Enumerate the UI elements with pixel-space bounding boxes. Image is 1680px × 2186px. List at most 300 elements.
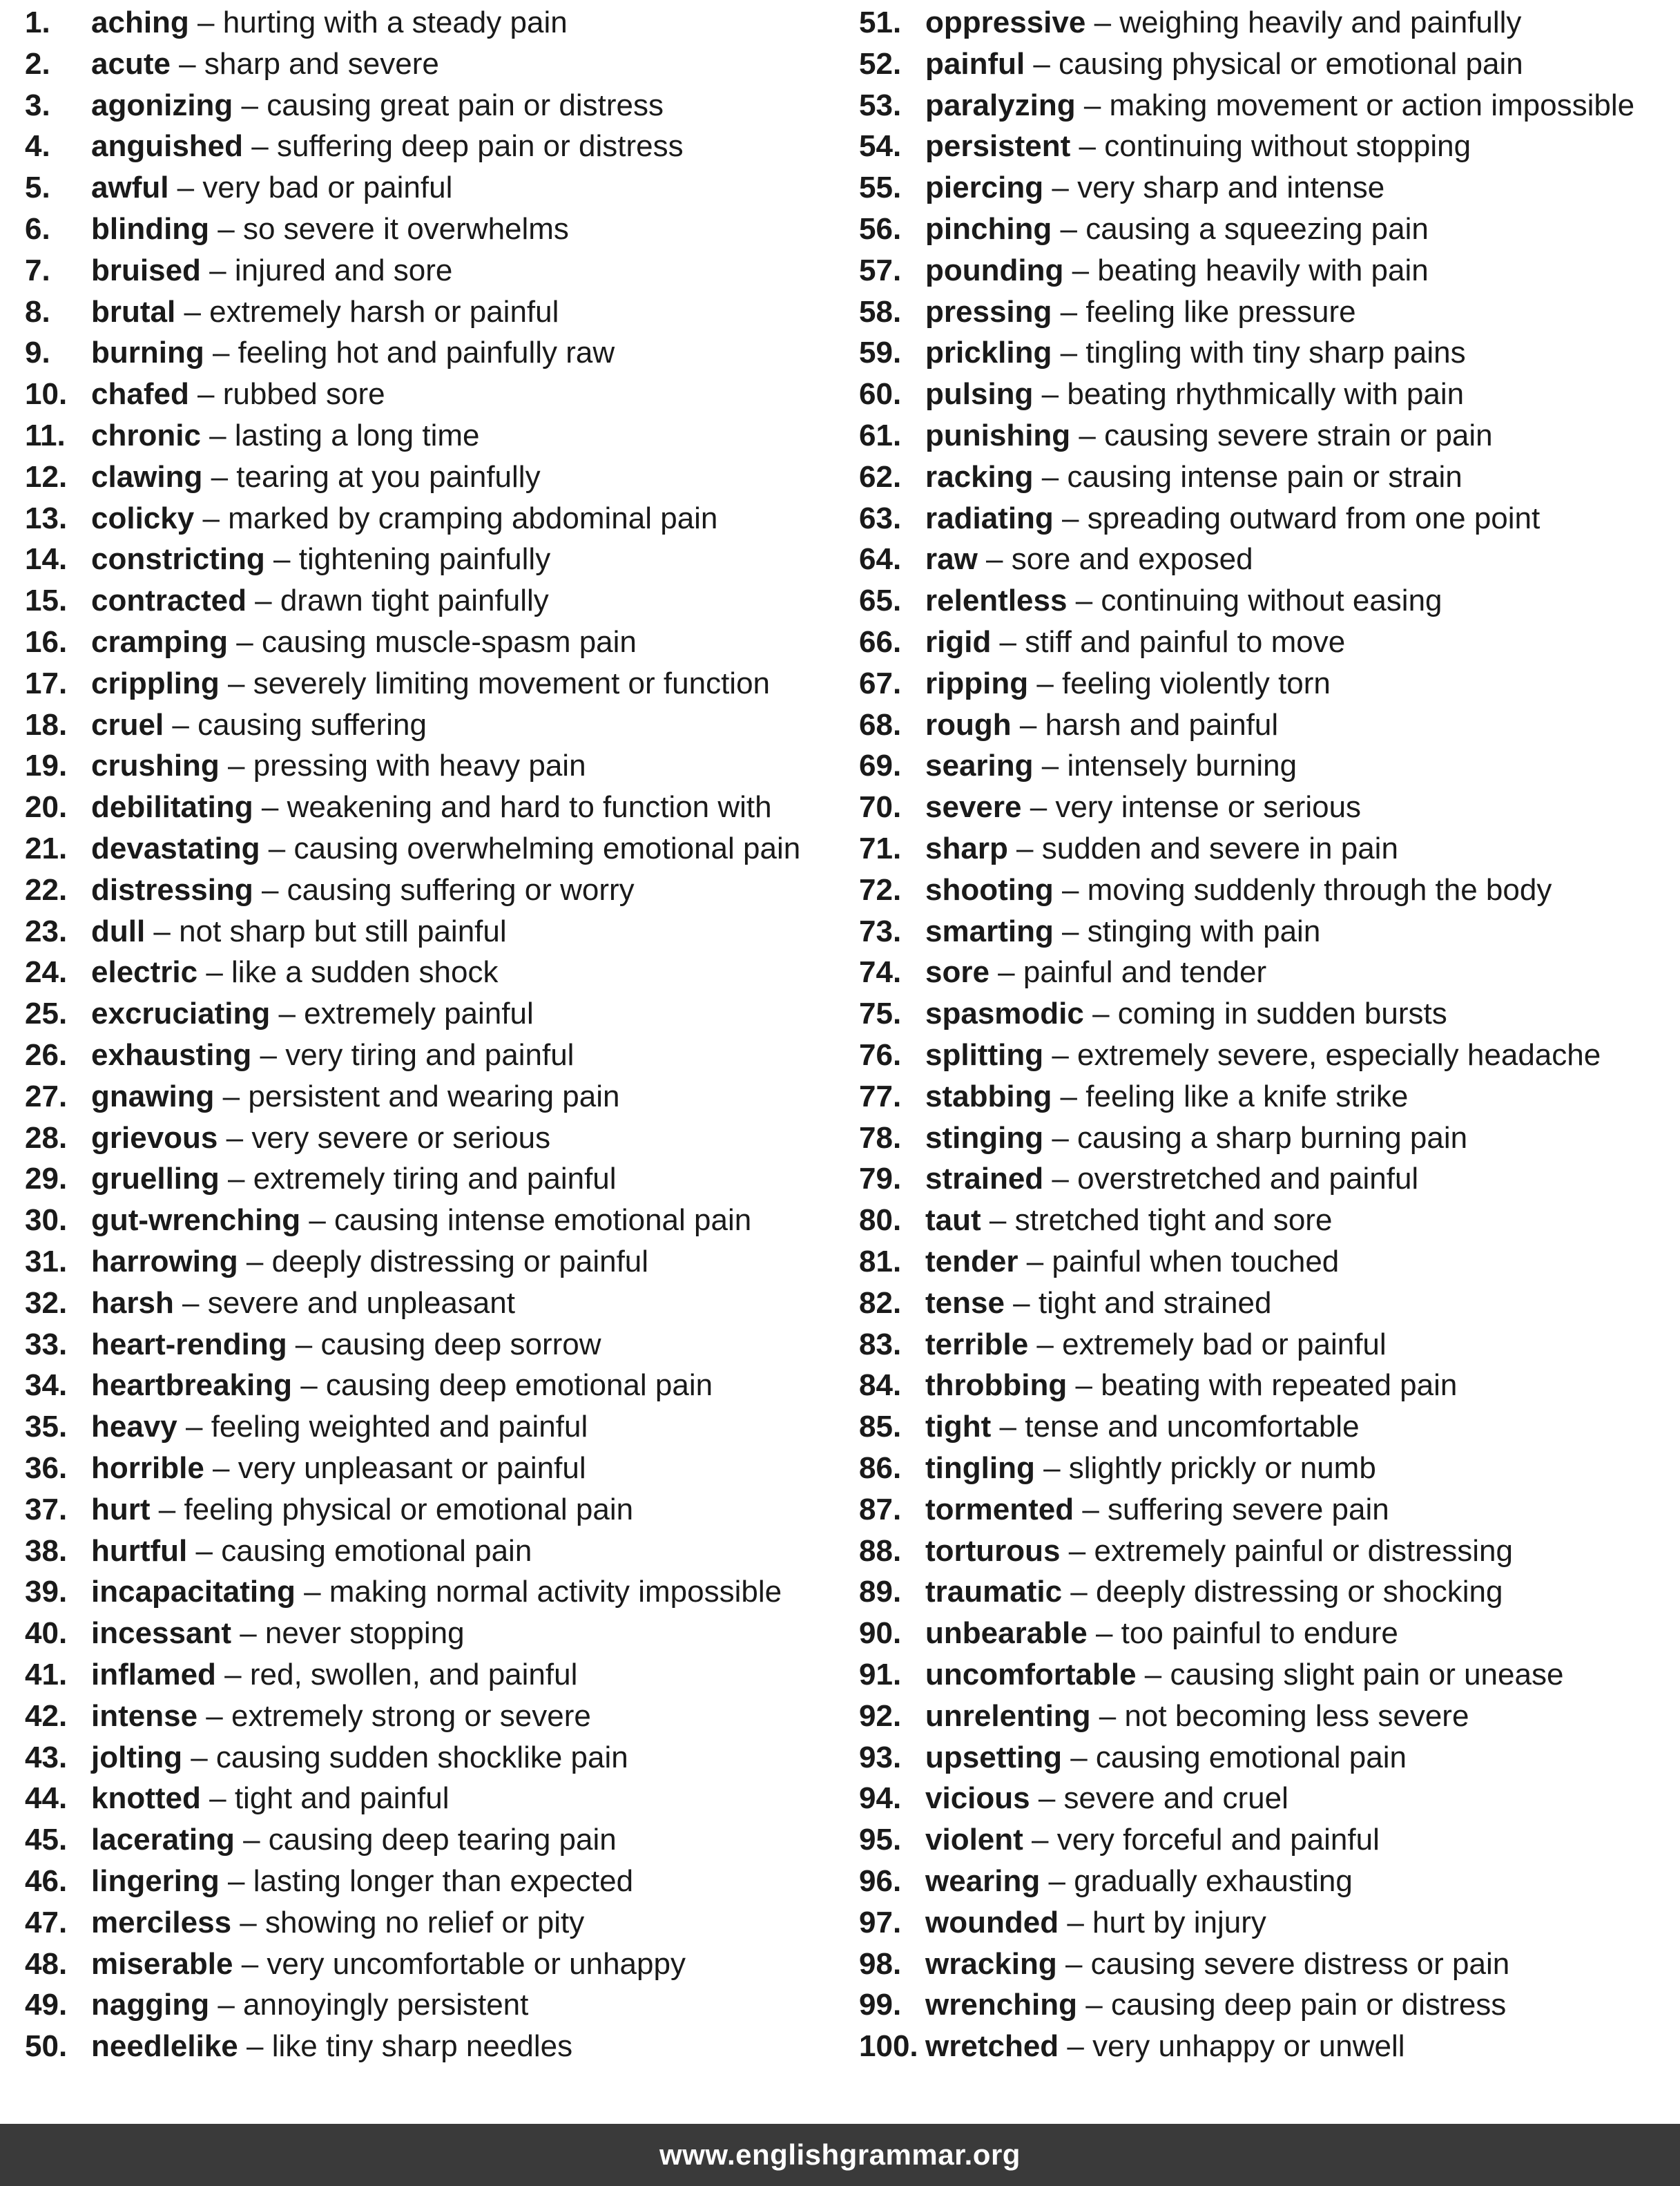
- item-separator: –: [1136, 1658, 1170, 1691]
- item-text: [91, 1861, 633, 1902]
- item-definition: intensely burning: [1067, 749, 1297, 783]
- item-separator: –: [1067, 1368, 1101, 1403]
- item-number: 5.: [25, 171, 50, 205]
- item-text: [925, 250, 1429, 291]
- item-definition: causing intense emotional pain: [334, 1203, 752, 1238]
- item-separator: –: [1061, 1740, 1096, 1774]
- item-definition: extremely strong or severe: [231, 1698, 591, 1733]
- list-item: [859, 1489, 1674, 1531]
- item-word: jolting: [91, 1740, 182, 1774]
- item-number: 35.: [25, 1410, 68, 1444]
- item-number: 57.: [859, 253, 902, 287]
- item-text: [91, 539, 550, 580]
- item-separator: –: [991, 1410, 1025, 1444]
- item-word: violent: [925, 1823, 1023, 1857]
- list-item: [859, 704, 1674, 746]
- item-definition: feeling like a knife strike: [1085, 1079, 1409, 1113]
- item-definition: persistent and wearing pain: [248, 1079, 620, 1113]
- item-number: 77.: [859, 1079, 902, 1113]
- item-definition: not becoming less severe: [1124, 1698, 1469, 1733]
- item-number: 44.: [25, 1781, 68, 1816]
- item-number: 31.: [25, 1245, 68, 1278]
- list-item: [859, 1696, 1674, 1737]
- item-text: [91, 663, 770, 704]
- item-definition: feeling violently torn: [1062, 666, 1331, 700]
- item-text: [925, 85, 1634, 126]
- item-number: 42.: [25, 1698, 68, 1733]
- list-item: [859, 828, 1674, 870]
- item-separator: –: [1077, 1988, 1111, 2022]
- item-definition: causing severe distress or pain: [1090, 1946, 1510, 1981]
- item-word: tender: [925, 1245, 1018, 1278]
- item-separator: –: [187, 1533, 222, 1568]
- item-definition: lasting longer than expected: [253, 1864, 634, 1898]
- item-definition: too painful to endure: [1121, 1616, 1398, 1651]
- item-separator: –: [1053, 914, 1088, 948]
- item-separator: –: [295, 1575, 329, 1609]
- item-definition: suffering deep pain or distress: [276, 129, 684, 164]
- item-definition: causing great pain or distress: [267, 88, 664, 122]
- item-definition: beating heavily with pain: [1097, 253, 1429, 287]
- item-text: [925, 580, 1442, 622]
- item-number: 8.: [25, 294, 50, 329]
- item-separator: –: [145, 914, 180, 948]
- list-item: [859, 580, 1674, 622]
- item-text: [91, 622, 637, 663]
- item-definition: causing suffering or worry: [287, 872, 635, 907]
- list-item: [25, 1902, 840, 1944]
- item-word: inflamed: [91, 1658, 216, 1691]
- item-definition: feeling hot and painfully raw: [238, 336, 615, 370]
- item-text: [91, 1118, 550, 1159]
- item-text: [925, 1448, 1376, 1489]
- item-separator: –: [1052, 212, 1086, 246]
- list-item: [859, 415, 1674, 457]
- item-number: 33.: [25, 1327, 68, 1361]
- item-word: gut-wrenching: [91, 1203, 301, 1238]
- item-word: wretched: [925, 2029, 1059, 2064]
- list-item: [25, 539, 840, 580]
- item-separator: –: [260, 832, 294, 865]
- list-item: [859, 1531, 1674, 1572]
- item-number: 36.: [25, 1451, 68, 1485]
- item-word: traumatic: [925, 1575, 1063, 1609]
- item-number: 72.: [859, 872, 902, 907]
- list-item: [25, 870, 840, 911]
- item-word: horrible: [91, 1451, 204, 1485]
- item-word: tight: [925, 1410, 992, 1444]
- item-text: [925, 787, 1361, 828]
- item-word: lingering: [91, 1864, 220, 1898]
- item-word: contracted: [91, 584, 247, 618]
- item-word: torturous: [925, 1533, 1061, 1568]
- list-item: [859, 787, 1674, 828]
- footer-website-link[interactable]: www.englishgrammar.org: [659, 2138, 1021, 2171]
- item-definition: causing physical or emotional pain: [1059, 46, 1523, 81]
- item-separator: –: [173, 1285, 208, 1320]
- item-definition: causing deep pain or distress: [1110, 1988, 1507, 2022]
- item-text: [925, 44, 1523, 85]
- item-text: [925, 1200, 1332, 1241]
- item-definition: extremely tiring and painful: [253, 1162, 617, 1196]
- item-text: [91, 291, 559, 333]
- item-number: 48.: [25, 1946, 68, 1981]
- item-definition: like tiny sharp needles: [271, 2029, 573, 2064]
- item-number: 63.: [859, 501, 902, 535]
- item-word: unbearable: [925, 1616, 1088, 1651]
- item-text: [925, 993, 1447, 1035]
- item-separator: –: [1070, 419, 1105, 452]
- item-text: [925, 209, 1429, 250]
- item-word: paralyzing: [925, 88, 1076, 122]
- item-separator: –: [175, 294, 210, 329]
- list-item: [859, 1778, 1674, 1819]
- item-word: nagging: [91, 1988, 210, 2022]
- list-item: [859, 1448, 1674, 1489]
- list-item: [25, 1200, 840, 1241]
- list-item: [25, 1448, 840, 1489]
- item-text: [925, 1076, 1408, 1118]
- item-definition: marked by cramping abdominal pain: [228, 501, 718, 535]
- list-item: [25, 85, 840, 126]
- item-number: 89.: [859, 1575, 902, 1609]
- item-separator: –: [219, 1162, 253, 1196]
- item-separator: –: [238, 2029, 272, 2064]
- item-definition: moving suddenly through the body: [1087, 872, 1552, 907]
- item-word: acute: [91, 46, 171, 81]
- list-item: [25, 374, 840, 415]
- item-word: aching: [91, 6, 189, 39]
- item-number: 82.: [859, 1285, 902, 1320]
- list-item: [859, 745, 1674, 787]
- item-text: [925, 415, 1493, 457]
- item-separator: –: [209, 1988, 244, 2022]
- item-separator: –: [1083, 997, 1118, 1031]
- item-definition: making normal activity impossible: [329, 1575, 782, 1609]
- list-item: [859, 1035, 1674, 1076]
- item-separator: –: [182, 1740, 216, 1774]
- item-text: [91, 2, 568, 44]
- list-item: [25, 1654, 840, 1696]
- item-separator: –: [1033, 749, 1068, 783]
- item-number: 61.: [859, 419, 902, 452]
- item-word: harsh: [91, 1285, 174, 1320]
- list-item: [25, 2026, 840, 2067]
- item-definition: causing a sharp burning pain: [1077, 1120, 1468, 1155]
- item-word: punishing: [925, 419, 1071, 452]
- list-item: [25, 332, 840, 374]
- item-definition: very uncomfortable or unhappy: [267, 1946, 686, 1981]
- item-definition: slightly prickly or numb: [1068, 1451, 1376, 1485]
- item-number: 59.: [859, 336, 902, 370]
- list-item: [859, 952, 1674, 993]
- item-number: 27.: [25, 1079, 68, 1113]
- item-number: 92.: [859, 1698, 902, 1733]
- item-word: severe: [925, 790, 1022, 825]
- item-text: [925, 2026, 1405, 2067]
- item-definition: extremely severe, especially headache: [1077, 1038, 1601, 1072]
- list-item: [859, 291, 1674, 333]
- item-definition: deeply distressing or shocking: [1096, 1575, 1503, 1609]
- item-text: [925, 1118, 1467, 1159]
- item-text: [925, 332, 1466, 374]
- item-text: [91, 44, 439, 85]
- item-word: pulsing: [925, 377, 1034, 412]
- item-text: [91, 1158, 617, 1200]
- item-word: stinging: [925, 1120, 1044, 1155]
- item-text: [925, 704, 1278, 746]
- item-number: 51.: [859, 6, 902, 39]
- list-item: [859, 1819, 1674, 1861]
- item-text: [925, 1902, 1266, 1944]
- item-text: [925, 911, 1320, 952]
- list-item: [859, 1861, 1674, 1902]
- list-item: [859, 1241, 1674, 1283]
- item-number: 17.: [25, 666, 68, 700]
- item-text: [925, 1984, 1506, 2026]
- item-separator: –: [150, 1492, 184, 1526]
- item-separator: –: [1060, 1533, 1094, 1568]
- item-word: tormented: [925, 1492, 1074, 1526]
- item-text: [91, 1737, 628, 1778]
- item-word: crippling: [91, 666, 220, 700]
- item-definition: beating rhythmically with pain: [1067, 377, 1465, 412]
- item-word: pressing: [925, 294, 1052, 329]
- item-text: [925, 167, 1384, 209]
- item-text: [925, 498, 1540, 539]
- item-separator: –: [253, 790, 287, 825]
- list-item: [25, 209, 840, 250]
- item-text: [925, 828, 1398, 870]
- list-item: [25, 44, 840, 85]
- list-item: [25, 457, 840, 498]
- item-number: 66.: [859, 625, 902, 659]
- item-separator: –: [246, 584, 280, 618]
- item-number: 62.: [859, 459, 902, 494]
- item-definition: tight and painful: [234, 1781, 450, 1816]
- item-definition: extremely harsh or painful: [209, 294, 559, 329]
- item-word: chronic: [91, 419, 201, 452]
- item-separator: –: [197, 1698, 231, 1733]
- item-number: 94.: [859, 1781, 902, 1816]
- item-number: 71.: [859, 832, 902, 865]
- item-word: painful: [925, 46, 1025, 81]
- item-number: 75.: [859, 997, 902, 1031]
- item-number: 19.: [25, 749, 68, 783]
- item-definition: so severe it overwhelms: [242, 212, 569, 246]
- item-definition: causing severe strain or pain: [1104, 419, 1493, 452]
- list-item: [859, 1902, 1674, 1944]
- item-separator: –: [1052, 294, 1086, 329]
- list-item: [859, 332, 1674, 374]
- item-word: gruelling: [91, 1162, 220, 1196]
- item-separator: –: [1085, 6, 1120, 39]
- list-item: [25, 1944, 840, 1985]
- item-number: 76.: [859, 1038, 902, 1072]
- item-separator: –: [287, 1327, 321, 1361]
- item-word: pinching: [925, 212, 1052, 246]
- item-word: colicky: [91, 501, 195, 535]
- item-text: [91, 1324, 601, 1365]
- item-separator: –: [1025, 46, 1059, 81]
- item-word: awful: [91, 171, 169, 205]
- item-number: 83.: [859, 1327, 902, 1361]
- item-text: [91, 1283, 515, 1324]
- list-item: [859, 663, 1674, 704]
- item-text: [91, 1571, 782, 1613]
- item-word: wracking: [925, 1946, 1057, 1981]
- item-definition: weighing heavily and painfully: [1119, 6, 1522, 39]
- item-number: 28.: [25, 1120, 68, 1155]
- item-word: blinding: [91, 212, 210, 246]
- item-separator: –: [234, 1823, 269, 1857]
- item-separator: –: [1028, 1327, 1063, 1361]
- item-text: [925, 1035, 1601, 1076]
- list-item: [859, 1118, 1674, 1159]
- item-text: [91, 374, 385, 415]
- item-definition: causing suffering: [197, 707, 427, 742]
- item-number: 74.: [859, 955, 902, 990]
- list-item: [25, 993, 840, 1035]
- item-word: heartbreaking: [91, 1368, 292, 1403]
- item-number: 91.: [859, 1658, 902, 1691]
- item-definition: not sharp but still painful: [179, 914, 507, 948]
- item-word: persistent: [925, 129, 1071, 164]
- item-number: 12.: [25, 459, 68, 494]
- item-number: 93.: [859, 1740, 902, 1774]
- item-word: vicious: [925, 1781, 1030, 1816]
- item-number: 90.: [859, 1616, 902, 1651]
- list-item: [859, 870, 1674, 911]
- item-definition: making movement or action impossible: [1109, 88, 1635, 122]
- item-definition: tight and strained: [1038, 1285, 1272, 1320]
- item-text: [91, 1035, 574, 1076]
- item-text: [925, 663, 1331, 704]
- list-item: [25, 1778, 840, 1819]
- item-word: needlelike: [91, 2029, 238, 2064]
- list-item: [25, 1406, 840, 1448]
- item-separator: –: [291, 1368, 326, 1403]
- item-definition: suffering severe pain: [1108, 1492, 1389, 1526]
- item-number: 64.: [859, 542, 902, 577]
- list-item: [25, 1365, 840, 1406]
- item-separator: –: [977, 542, 1012, 577]
- item-word: rigid: [925, 625, 992, 659]
- item-word: distressing: [91, 872, 253, 907]
- item-number: 46.: [25, 1864, 68, 1898]
- item-text: [91, 209, 569, 250]
- item-text: [925, 1613, 1398, 1654]
- item-word: bruised: [91, 253, 201, 287]
- item-definition: causing deep sorrow: [320, 1327, 601, 1361]
- list-item: [25, 663, 840, 704]
- item-text: [91, 1241, 648, 1283]
- item-separator: –: [270, 997, 305, 1031]
- item-separator: –: [1023, 1823, 1057, 1857]
- item-number: 97.: [859, 1905, 902, 1939]
- item-number: 21.: [25, 832, 68, 865]
- list-item: [25, 828, 840, 870]
- item-number: 14.: [25, 542, 68, 577]
- list-item: [859, 374, 1674, 415]
- item-text: [91, 1613, 465, 1654]
- item-text: [91, 2026, 572, 2067]
- item-separator: –: [1043, 171, 1078, 205]
- item-separator: –: [1075, 88, 1110, 122]
- item-separator: –: [1030, 1781, 1064, 1816]
- item-word: upsetting: [925, 1740, 1062, 1774]
- item-number: 6.: [25, 212, 50, 246]
- list-item: [859, 911, 1674, 952]
- item-text: [925, 1365, 1457, 1406]
- item-text: [925, 1861, 1353, 1902]
- list-item: [25, 2, 840, 44]
- item-number: 32.: [25, 1285, 68, 1320]
- list-item: [25, 1118, 840, 1159]
- item-separator: –: [177, 1410, 211, 1444]
- item-word: constricting: [91, 542, 265, 577]
- item-text: [91, 1902, 584, 1944]
- list-item: [859, 1737, 1674, 1778]
- list-item: [859, 2, 1674, 44]
- list-item: [25, 250, 840, 291]
- item-separator: –: [219, 666, 253, 700]
- list-item: [25, 1489, 840, 1531]
- item-text: [925, 622, 1345, 663]
- item-word: wounded: [925, 1905, 1059, 1939]
- item-word: cruel: [91, 707, 164, 742]
- item-text: [91, 1448, 586, 1489]
- item-separator: –: [204, 1451, 238, 1485]
- item-separator: –: [200, 419, 235, 452]
- item-text: [925, 1241, 1339, 1283]
- item-number: 84.: [859, 1368, 902, 1403]
- item-text: [925, 1819, 1380, 1861]
- item-word: hurt: [91, 1492, 151, 1526]
- item-word: dull: [91, 914, 146, 948]
- item-separator: –: [1087, 1616, 1121, 1651]
- item-separator: –: [202, 459, 237, 494]
- list-item: [859, 993, 1674, 1035]
- item-separator: –: [233, 88, 267, 122]
- item-number: 37.: [25, 1492, 68, 1526]
- item-word: rough: [925, 707, 1012, 742]
- item-text: [925, 1324, 1387, 1365]
- item-separator: –: [1007, 832, 1042, 865]
- list-item: [859, 622, 1674, 663]
- item-word: splitting: [925, 1038, 1044, 1072]
- item-separator: –: [1043, 1120, 1078, 1155]
- item-word: searing: [925, 749, 1034, 783]
- item-definition: causing deep tearing pain: [268, 1823, 617, 1857]
- item-text: [91, 1076, 619, 1118]
- item-number: 29.: [25, 1162, 68, 1196]
- item-number: 30.: [25, 1203, 68, 1238]
- list-item: [859, 1406, 1674, 1448]
- item-definition: weakening and hard to function with: [287, 790, 772, 825]
- item-definition: very forceful and painful: [1056, 1823, 1380, 1857]
- list-item: [859, 250, 1674, 291]
- item-definition: injured and sore: [234, 253, 453, 287]
- item-definition: harsh and painful: [1045, 707, 1279, 742]
- item-separator: –: [1033, 459, 1068, 494]
- item-word: sharp: [925, 832, 1008, 865]
- item-number: 65.: [859, 584, 902, 618]
- item-word: devastating: [91, 832, 260, 865]
- item-word: clawing: [91, 459, 203, 494]
- item-definition: causing deep emotional pain: [325, 1368, 713, 1403]
- list-item: [25, 1035, 840, 1076]
